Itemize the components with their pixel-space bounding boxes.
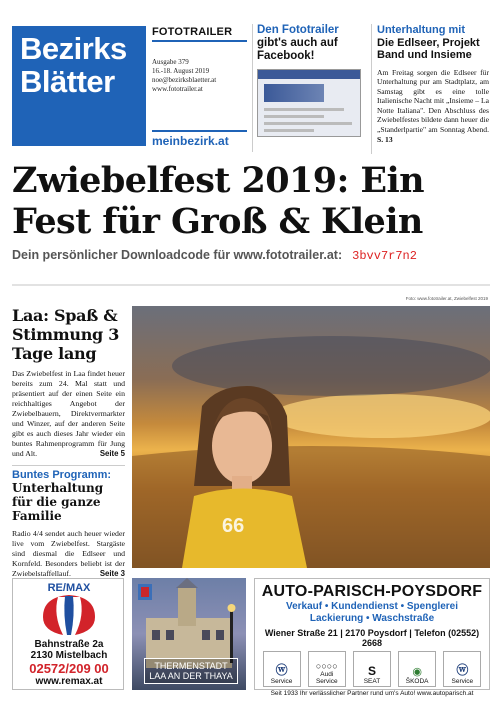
- vw-commercial-icon: ⓦ: [456, 663, 469, 677]
- remax-street: Bahnstraße 2a: [34, 639, 104, 650]
- section-title: FOTOTRAILER: [152, 26, 247, 42]
- audi-service-logo: ○○○○ Audi Service: [308, 651, 346, 687]
- auto-parisch-services1: Verkauf • Kundendienst • Spenglerei: [285, 601, 459, 612]
- photo-credit: Foto: www.fototrailer.at, Zwiebelfest 2019: [405, 296, 488, 301]
- skoda-logo: ◉ ŠKODA: [398, 651, 436, 687]
- facebook-teaser-title2: gibt's auch auf Facebook!: [257, 37, 338, 62]
- entertainment-teaser-body: Am Freitag sorgen die Edlseer für Unterhaltung pur am Stadtplatz, am Samstag gibt es eine tolle Italienische Nacht mit „Insieme – La Notte Italiana". Den Abschluss des Zwiebelfestes bildete dann heuer die „Standerlpartie" am Sonntag Abend. S. 13: [377, 67, 489, 144]
- issue-date: 16.-18. August 2019: [152, 67, 210, 75]
- contact-web[interactable]: www.fototrailer.at: [152, 85, 203, 93]
- download-code-label: Dein persönlicher Downloadcode für www.fototrailer.at:: [12, 248, 343, 262]
- main-headline: [12, 160, 490, 242]
- brand-url[interactable]: meinbezirk.at: [152, 130, 247, 148]
- logo-line1: Bezirks: [20, 31, 127, 66]
- headline-line2: Fest für Groß & Klein: [12, 201, 423, 242]
- thermenstadt-line2: LAA AN DER THAYA: [149, 671, 233, 681]
- remax-phone[interactable]: 02572/209 00: [29, 661, 109, 676]
- article-program-body: Radio 4/4 sendet auch heuer wieder live vom Zwiebelfest. Stargäste sind diesmal die Edlseer und Kornfeld. Besonders beliebt ist der Zwiebelstaffellauf. Seite 3: [12, 529, 125, 578]
- auto-parisch-slogan: Seit 1933 Ihr verlässlicher Partner rund um's Auto! www.autoparisch.at: [270, 690, 474, 697]
- remax-balloon-icon: [13, 579, 125, 637]
- remax-web[interactable]: www.remax.at: [35, 676, 103, 687]
- entertainment-teaser-title1: Unterhaltung mit: [377, 24, 465, 36]
- brand-logos: [259, 651, 485, 687]
- remax-brand: RE/MAX: [47, 582, 91, 594]
- seat-icon: S: [367, 664, 376, 678]
- audi-rings-icon: ○○○○: [315, 661, 338, 671]
- auto-parisch-contact: Wiener Straße 21 | 2170 Poysdorf | Telefon (02552) 2668: [264, 628, 480, 648]
- logo-line2: Blätter: [20, 64, 115, 99]
- auto-parisch-name: AUTO-PARISCH-POYSDORF: [261, 583, 483, 600]
- article-program-kicker: Buntes Programm:: [12, 465, 125, 481]
- article-main-page-ref[interactable]: Seite 5: [99, 449, 125, 458]
- vw-icon: ⓦ: [275, 663, 288, 677]
- download-code[interactable]: 3bvv7r7n2: [352, 249, 417, 263]
- entertainment-teaser-page-ref: S. 13: [377, 134, 393, 144]
- skoda-icon: ◉: [412, 666, 422, 678]
- remax-city: 2130 Mistelbach: [30, 650, 108, 661]
- contact-email[interactable]: noe@bezirksblaetter.at: [152, 76, 217, 84]
- thermenstadt-caption: [144, 658, 238, 684]
- bezirksblaetter-logo: [12, 26, 146, 146]
- download-code-row: [12, 246, 490, 286]
- issue-info: [152, 26, 247, 150]
- article-program-title: Unterhaltung für die ganze Familie: [12, 481, 104, 523]
- left-column: [12, 306, 125, 579]
- entertainment-teaser-title2: Die Edlseer, Projekt Band und Insieme: [377, 36, 480, 61]
- seat-logo: S SEAT: [353, 651, 391, 687]
- facebook-teaser-title1: Den Fototrailer: [257, 24, 339, 36]
- entertainment-teaser[interactable]: [371, 24, 489, 154]
- article-main-body: Das Zwiebelfest in Laa findet heuer bereits zum 24. Mal statt und präsentiert auf der einen Seite ein reichhaltiges Angebot der Zwiebelbauern, Direktvermarkter und Winzer, auf der anderen Seite gibt es auch dieses Jahr wieder ein buntes Rahmenprogramm für Jung und Alt. Seite 5: [12, 369, 125, 458]
- article-program-page-ref[interactable]: Seite 3: [99, 569, 125, 578]
- svg-text:66: 66: [222, 515, 245, 537]
- facebook-screenshot-image: [257, 69, 361, 137]
- remax-ad[interactable]: [12, 578, 124, 690]
- cover-photo: [132, 306, 490, 568]
- headline-line1: Zwiebelfest 2019: Ein: [12, 160, 424, 201]
- vw-commercial-service-logo: ⓦ Service: [443, 651, 481, 687]
- girl-sunset-photo: [132, 306, 490, 568]
- auto-parisch-services2: Lackierung • Waschstraße: [309, 613, 435, 624]
- issue-number: Ausgabe 379: [152, 58, 189, 66]
- article-main-title: Laa: Spaß & Stimmung 3 Tage lang: [12, 306, 120, 363]
- thermenstadt-line1: THERMENSTADT: [154, 661, 228, 671]
- auto-parisch-ad[interactable]: [254, 578, 490, 697]
- facebook-teaser[interactable]: [252, 24, 364, 152]
- issue-details: [152, 58, 247, 94]
- vw-service-logo: ⓦ Service: [263, 651, 301, 687]
- thermenstadt-ad[interactable]: [132, 578, 246, 690]
